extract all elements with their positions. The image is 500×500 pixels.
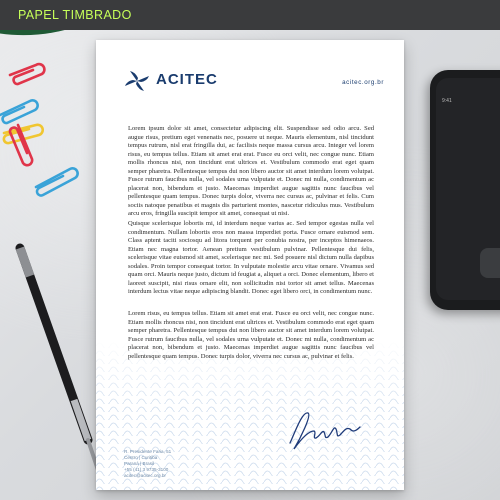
paper-clips	[0, 55, 90, 205]
body-paragraph: Lorem ipsum dolor sit amet, consectetur adipiscing elit. Suspendisse sed odio arcu. Sed augue risus, pretium eget venenatis nec, posuere ut neque. Mauris elementum, nisl tincidunt tempus rutrum, nisl erat fringilla dui, ac facilisis neque massa cursus arcu. Integer vel lorem risus, eu tempus tellus. Etiam sit amet erat erat. Fusce eu orci velit, nec congue nunc. Etiam mollis rhoncus nisi, non tincidunt erat ultrices et. Vestibulum commodo erat eget quam semper pharetra. Pellentesque tempus dui non libero auctor sit amet interdum lorem volutpat. Fusce rutrum faucibus nulla, vel sodales urna vulputate et. Donec mi nulla, condimentum ac placerat non, bibendum et justo. Maecenas imperdiet augue sagittis nunc faucibus vel pellentesque quam tempus. Donec turpis dolor, viverra nec cursus ac, pulvinar et felis. Cum sociis natoque penatibus et magnis dis parturient montes, nascetur ridiculus mus. Vestibulum arcu eros, fringilla suscipit tempor sit amet, consequat ut nisi.	[128, 125, 374, 218]
signature	[284, 405, 364, 455]
footer-line: Centro | Curitiba	[124, 455, 158, 461]
top-banner	[0, 0, 500, 30]
phone-app-icon	[480, 248, 500, 278]
letterhead-sheet	[96, 40, 404, 490]
footer-line: +55 (41) 3 9735-3100	[124, 467, 169, 473]
body-paragraph: Lorem risus, eu tempus tellus. Etiam sit amet erat erat. Fusce eu orci velit, nec congue nunc. Etiam mollis rhoncus nisi, non tincidunt erat ultrices et. Vestibulum commodo erat eget quam semper pharetra. Pellentesque tempus dui non libero auctor sit amet interdum lorem volutpat. Fusce rutrum faucibus nulla, vel sodales urna vulputate et. Donec mi nulla, condimentum ac placerat non, bibendum et justo. Maecenas imperdiet augue sagittis nunc faucibus vel pellentesque quam tempus. Donec turpis dolor, viverra nec cursus ac, pulvinar et felis.	[128, 310, 374, 360]
body-paragraph: Quisque scelerisque lobortis mi, id interdum neque varius ac. Sed tempor egestas nulla vel condimentum. Nullam lobortis eros non massa imperdiet porta. Fusce ornare euismod sem. Class aptent taciti sociosqu ad litora torquent per conubia nostra, per inceptos himenaeos. Etiam nec magna tortor. Aenean pretium vestibulum pulvinar. Pellentesque dui felis, scelerisque vitae euismod sit amet, scelerisque nec mi. Sed posuere nisl dictum nulla dapibus sodales. Proin tempor consequat tortor. In vulputate molestie arcu vitae ornare. Vivamus sed quam orci. Mauris neque justo, dictum id feugiat a, aliquet a orci. Donec elementum, libero et laoreet suscipit, nisi risus ornare elit, non sollicitudin nisi tortor sit amet tellus. Maecenas interdum lectus vitae neque adipiscing blandit. Donec eget libero orci, in condimentum nunc.	[128, 220, 374, 296]
footer-address	[124, 449, 244, 479]
smartphone	[430, 70, 500, 310]
phone-status-time: 9:41	[442, 98, 452, 104]
footer-line: acitec@acitec.org.br	[124, 473, 166, 479]
banner-title: PAPEL TIMBRADO	[18, 8, 132, 22]
brand-name: ACITEC	[156, 71, 218, 88]
footer-line: R. Presidente Faria, 51	[124, 449, 172, 454]
website-url: acitec.org.br	[342, 79, 384, 86]
acitec-triskelion-icon	[124, 70, 150, 92]
footer-line: Paraná | Brasil	[124, 461, 155, 467]
